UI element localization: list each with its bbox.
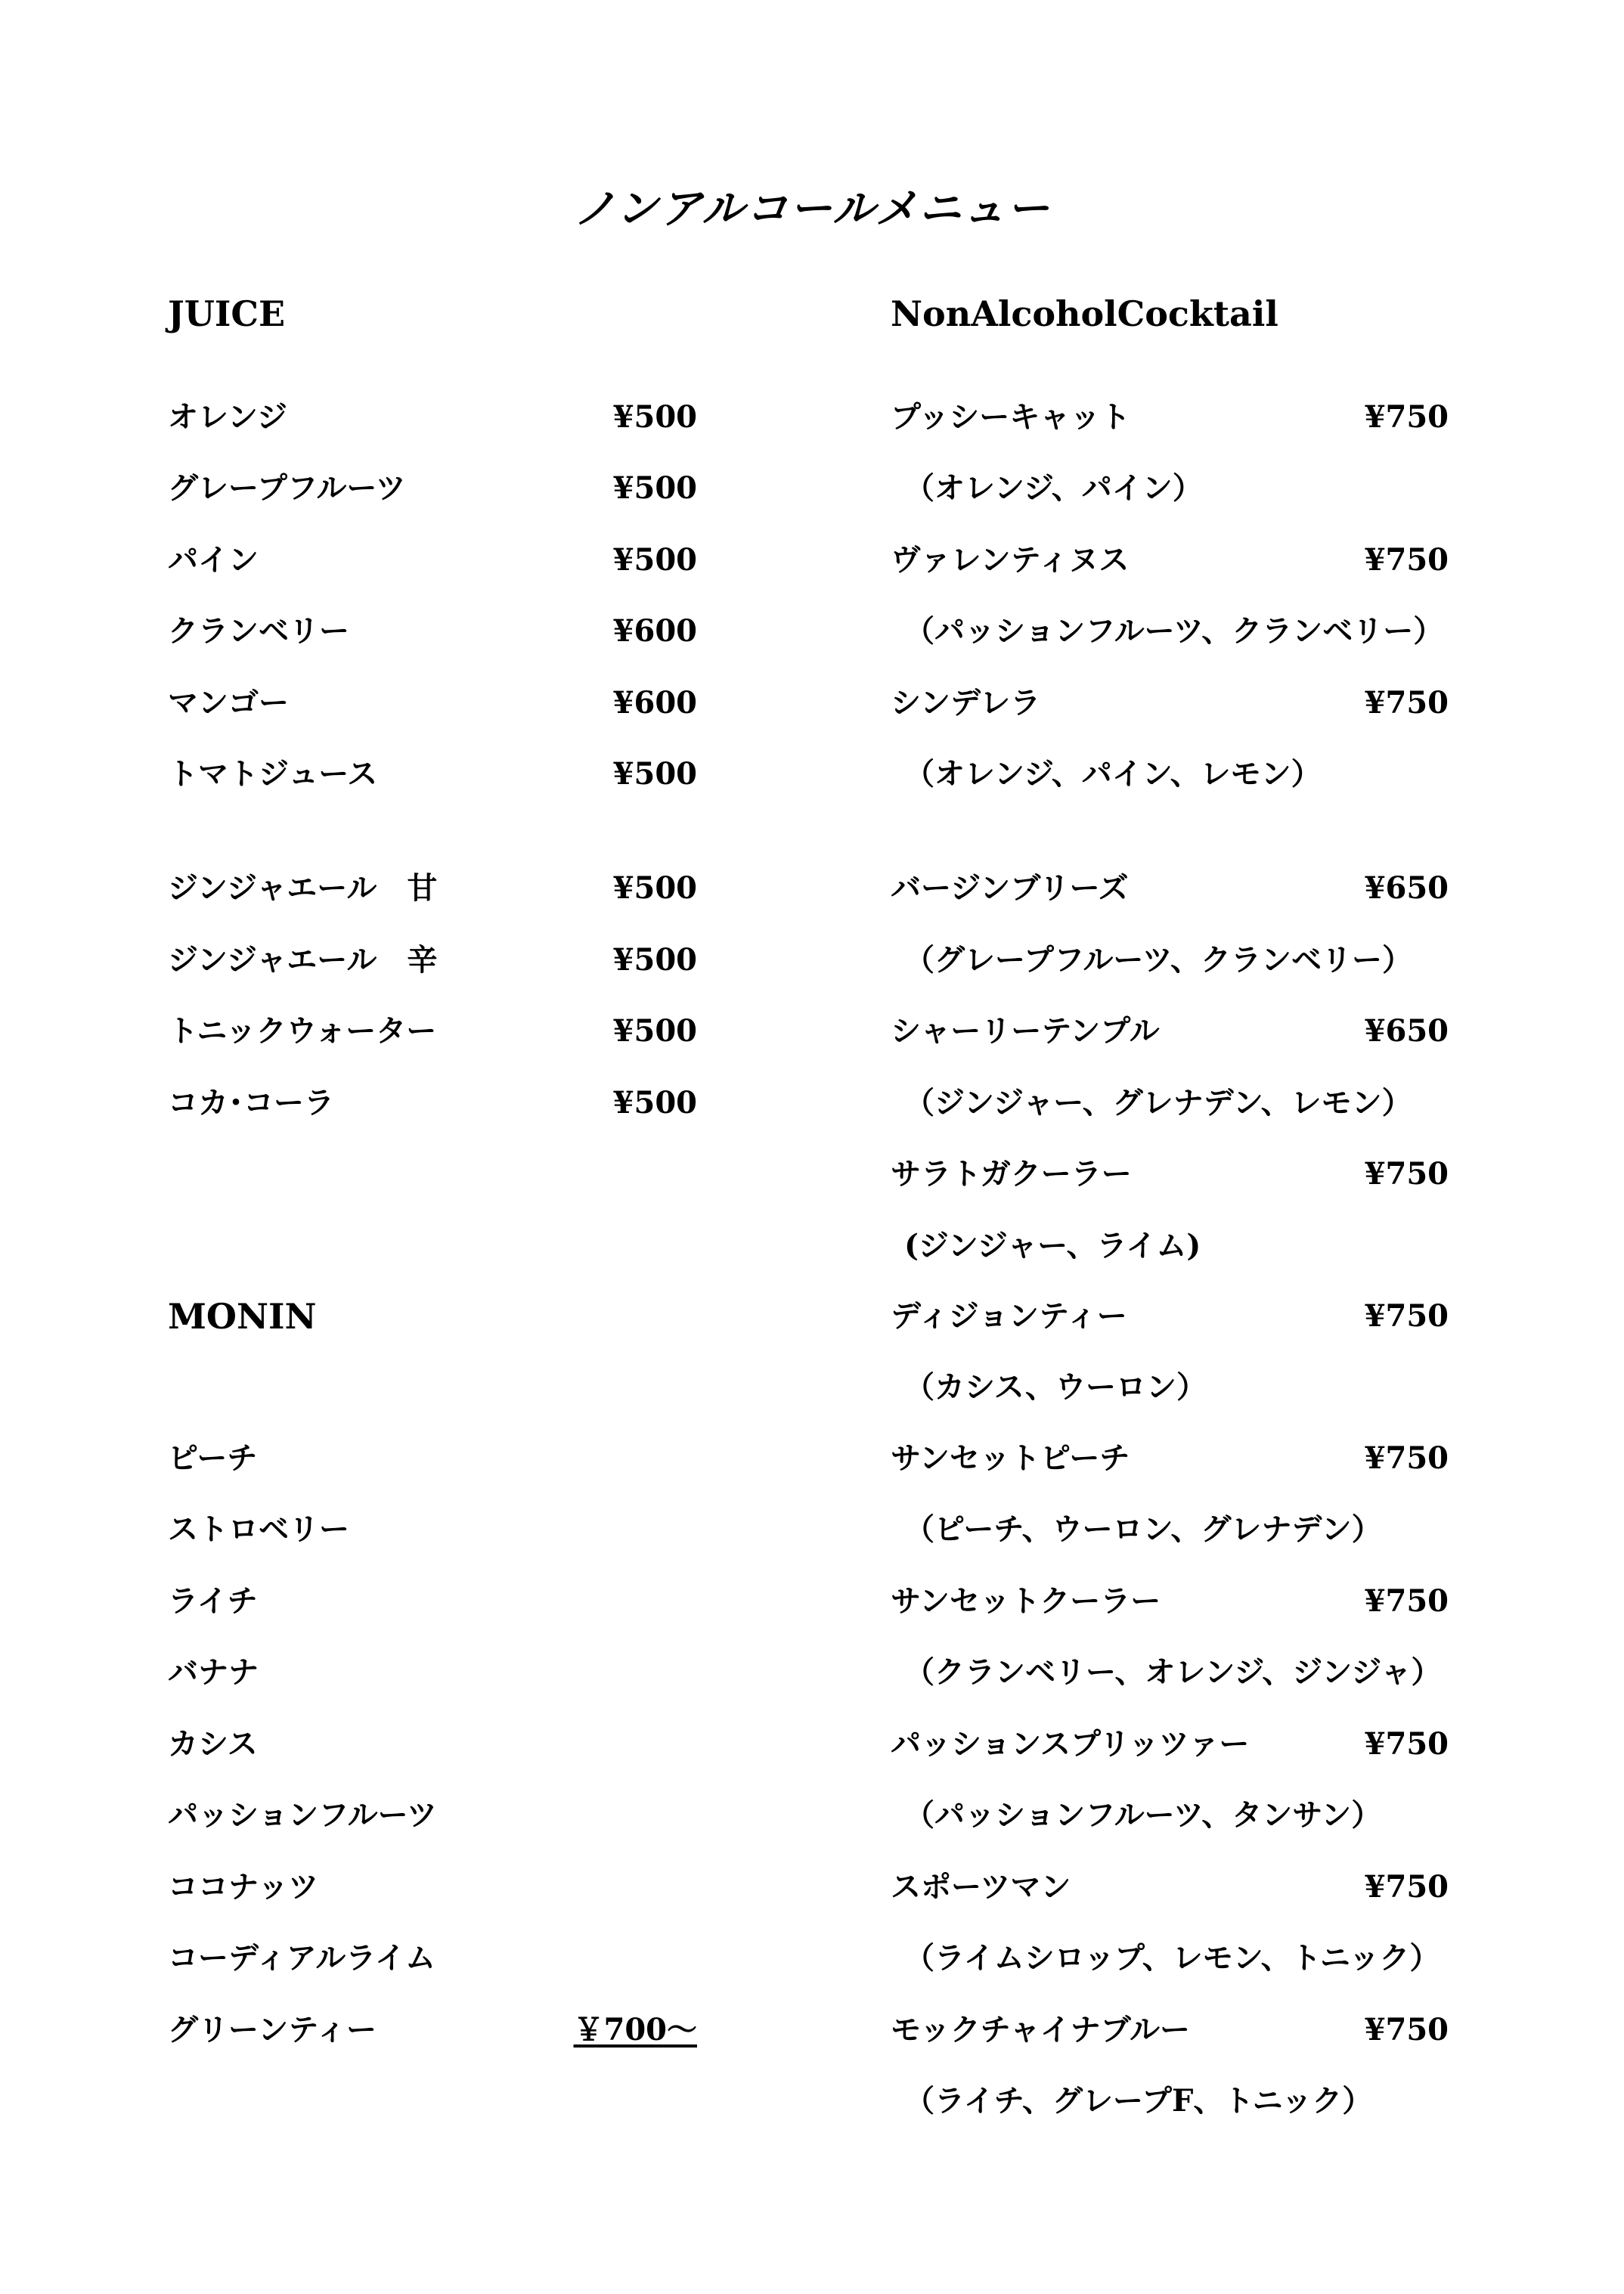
cocktail-item: [891, 1722, 1449, 1767]
juice-item: [168, 866, 697, 911]
monin-item: [168, 1936, 697, 1981]
cocktail-item-name: サンセットピーチ: [891, 1440, 1130, 1476]
monin-item: [168, 1722, 697, 1767]
juice-item-price: ¥500: [612, 399, 697, 435]
cocktail-item-price: ¥750: [1364, 1869, 1449, 1905]
cocktail-item: [891, 1865, 1449, 1910]
page-title: ノンアルコールメニュー: [573, 184, 1051, 234]
juice-item-name: マンゴー: [168, 685, 289, 721]
cocktail-item-ingredients: （パッションフルーツ、クランベリー）: [904, 613, 1444, 649]
juice-item-name: グレープフルーツ: [168, 470, 406, 506]
cocktail-item-price: ¥750: [1364, 1440, 1449, 1476]
cocktail-item: [891, 1294, 1449, 1339]
monin-item: [168, 1793, 697, 1838]
cocktail-item: [891, 1579, 1449, 1624]
cocktail-item-name: ヴァレンティヌス: [891, 542, 1130, 578]
cocktail-item-ingredients: （クランベリー、オレンジ、ジンジャ）: [904, 1654, 1442, 1690]
cocktail-item-price: ¥750: [1364, 1726, 1449, 1762]
juice-item-name: オレンジ: [168, 399, 287, 435]
cocktail-item-ingredients: （パッションフルーツ、タンサン）: [904, 1797, 1382, 1833]
juice-item-price: ¥600: [612, 685, 697, 721]
cocktail-item-name: サンセットクーラー: [891, 1583, 1161, 1619]
juice-item: [168, 395, 697, 440]
cocktail-item-ingredients: （ライムシロップ、レモン、トニック）: [904, 1940, 1440, 1976]
juice-item-price: ¥500: [612, 756, 697, 792]
cocktail-heading: NonAlcoholCocktail: [891, 293, 1278, 334]
cocktail-item: [891, 1436, 1449, 1481]
cocktail-item: [891, 1009, 1449, 1054]
cocktail-item: [891, 680, 1449, 726]
cocktail-item-price: ¥650: [1364, 1013, 1449, 1049]
cocktail-item-price: ¥750: [1364, 542, 1449, 578]
cocktail-item-ingredients: （ピーチ、ウーロン、グレナデン）: [904, 1511, 1382, 1547]
juice-item-price: ¥500: [612, 470, 697, 506]
monin-item-name: ピーチ: [168, 1440, 258, 1476]
juice-item-name: ジンジャエール 辛: [168, 942, 438, 978]
cocktail-item-price: ¥750: [1364, 1298, 1449, 1334]
juice-item: [168, 609, 697, 654]
juice-item-price: ¥500: [612, 1085, 697, 1121]
cocktail-item: [891, 2007, 1449, 2053]
cocktail-item-price: ¥750: [1364, 399, 1449, 435]
juice-item: [168, 1009, 697, 1054]
juice-item: [168, 1080, 697, 1126]
monin-item: [168, 1436, 697, 1481]
monin-item-name: カシス: [168, 1726, 258, 1762]
juice-item-price: ¥500: [612, 942, 697, 978]
cocktail-item-price: ¥750: [1364, 2012, 1449, 2048]
cocktail-item: [891, 1152, 1449, 1197]
cocktail-item-name: パッションスプリッツァー: [891, 1726, 1250, 1762]
monin-item-name: ストロベリー: [168, 1511, 349, 1547]
cocktail-item-ingredients: （ライチ、グレープF、トニック）: [904, 2083, 1373, 2119]
monin-item-name: ココナッツ: [168, 1869, 319, 1905]
monin-item: [168, 1507, 697, 1552]
juice-item-name: クランベリー: [168, 613, 349, 649]
juice-item: [168, 680, 697, 726]
monin-item: [168, 1865, 697, 1910]
cocktail-item-ingredients: （グレープフルーツ、クランベリー）: [904, 942, 1412, 978]
cocktail-item-price: ¥750: [1364, 685, 1449, 721]
juice-item-price: ¥500: [612, 1013, 697, 1049]
monin-item-name: ライチ: [168, 1583, 258, 1619]
cocktail-item-ingredients: （オレンジ、パイン）: [904, 470, 1203, 506]
cocktail-item-name: シンデレラ: [891, 685, 1041, 721]
juice-heading: JUICE: [168, 293, 286, 334]
cocktail-item-name: モックチャイナブルー: [891, 2012, 1190, 2048]
cocktail-item-name: スポーツマン: [891, 1869, 1071, 1905]
cocktail-item: [891, 395, 1449, 440]
monin-item-name: コーディアルライム: [168, 1940, 435, 1976]
cocktail-item-price: ¥750: [1364, 1156, 1449, 1192]
juice-item: [168, 752, 697, 797]
monin-heading: MONIN: [168, 1296, 317, 1337]
cocktail-item-name: サラトガクーラー: [891, 1156, 1132, 1192]
cocktail-item-name: プッシーキャット: [891, 399, 1131, 435]
cocktail-item-ingredients: （カシス、ウーロン）: [904, 1369, 1207, 1405]
cocktail-item: [891, 866, 1449, 911]
juice-item-name: トニックウォーター: [168, 1013, 437, 1049]
monin-price: ￥700～: [573, 2012, 697, 2048]
monin-item: [168, 2007, 697, 2053]
juice-item-name: トマトジュース: [168, 756, 378, 792]
monin-item: [168, 1579, 697, 1624]
juice-item-name: コカ･コーラ: [168, 1085, 334, 1121]
cocktail-item-name: シャーリーテンプル: [891, 1013, 1160, 1049]
cocktail-item-ingredients: (ジンジャー、ライム): [904, 1228, 1201, 1263]
cocktail-item-ingredients: （オレンジ、パイン、レモン）: [904, 756, 1322, 792]
juice-item-price: ¥600: [612, 613, 697, 649]
monin-item-name: バナナ: [168, 1654, 259, 1690]
cocktail-item-name: ディジョンティー: [891, 1298, 1127, 1334]
juice-item: [168, 938, 697, 983]
monin-item: [168, 1650, 697, 1695]
juice-item-price: ¥500: [612, 542, 697, 578]
cocktail-item-name: バージンブリーズ: [891, 870, 1129, 906]
juice-item-name: ジンジャエール 甘: [168, 870, 438, 906]
juice-item: [168, 466, 697, 511]
monin-item-name: パッションフルーツ: [168, 1797, 437, 1833]
juice-item: [168, 538, 697, 583]
juice-item-name: パイン: [168, 542, 259, 578]
cocktail-item-price: ¥750: [1364, 1583, 1449, 1619]
cocktail-item: [891, 538, 1449, 583]
juice-item-price: ¥500: [612, 870, 697, 906]
cocktail-item-price: ¥650: [1364, 870, 1449, 906]
monin-item-name: グリーンティー: [168, 2012, 377, 2048]
cocktail-item-ingredients: （ジンジャー、グレナデン、レモン）: [904, 1085, 1412, 1121]
